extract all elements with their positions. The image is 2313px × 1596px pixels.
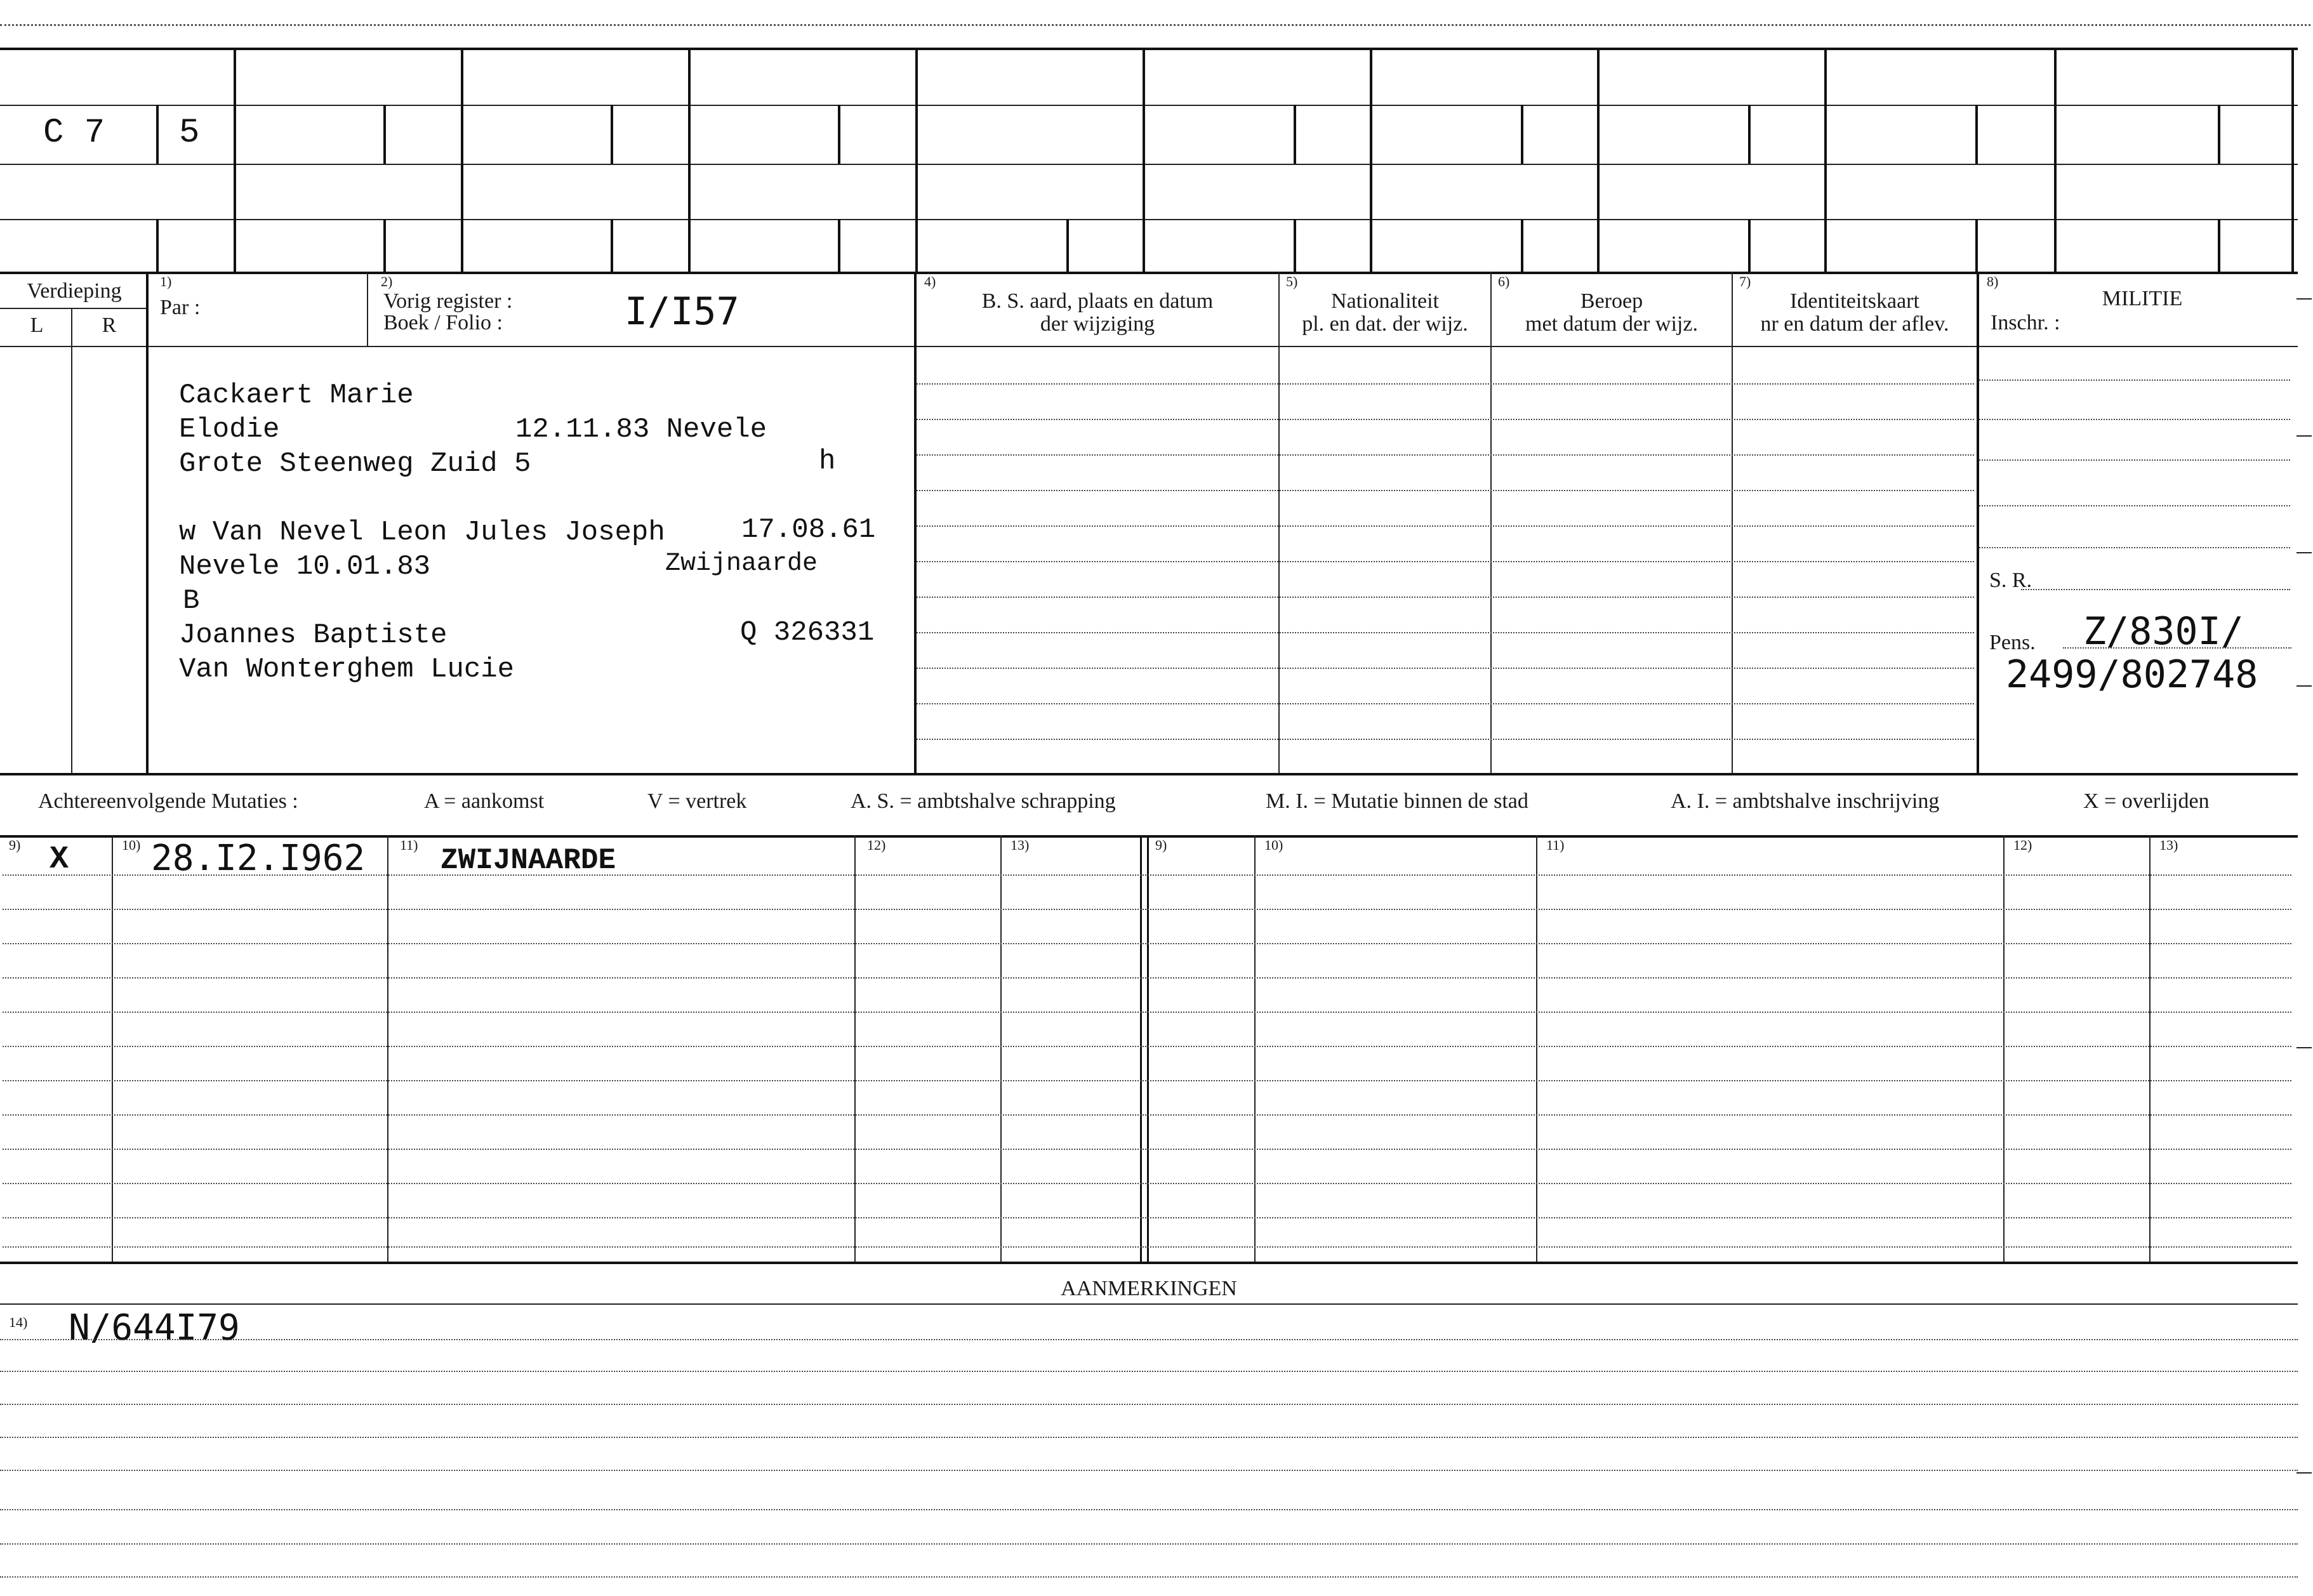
- mutation-row-line: [3, 909, 2291, 910]
- col-num-1: 1): [160, 274, 172, 289]
- mutation-col: [387, 835, 388, 1262]
- militie-row-line: [1979, 459, 2290, 461]
- header-grid-tick: [2218, 105, 2220, 164]
- mut-num-10: 10): [122, 837, 141, 853]
- entry-row-line: [917, 703, 1974, 704]
- header-grid-vline: [1597, 48, 1600, 272]
- entry-row-line: [917, 668, 1974, 669]
- boek-folio-label: Boek / Folio :: [383, 311, 503, 334]
- id-label-1: Identiteitskaart: [1790, 289, 1919, 313]
- header-grid-tick: [1294, 105, 1296, 164]
- col-divider-beroep: [1490, 272, 1492, 773]
- militie-row-line: [1979, 379, 2290, 381]
- header-grid-vline: [688, 48, 691, 272]
- person-firstname: Elodie: [179, 414, 280, 445]
- header-grid-line: [0, 105, 2298, 106]
- person-h: h: [819, 445, 836, 477]
- verdieping-l: L: [30, 313, 44, 337]
- col-divider-nat: [1278, 272, 1280, 773]
- legend-title: Achtereenvolgende Mutaties :: [38, 789, 298, 813]
- pens-value-2: 2499/802748: [2006, 652, 2258, 697]
- col-divider-id: [1732, 272, 1733, 773]
- header-grid-tick: [2218, 219, 2220, 272]
- mut-num-12b: 12): [2013, 837, 2032, 853]
- col-num-2: 2): [381, 274, 393, 289]
- remarks-title: AANMERKINGEN: [1061, 1277, 1237, 1300]
- mut-num-12: 12): [867, 837, 886, 853]
- beroep-label-2: met datum der wijz.: [1525, 312, 1698, 336]
- mutation-col: [2149, 835, 2151, 1262]
- header-grid-line: [0, 164, 2298, 165]
- header-grid-vline: [2291, 48, 2294, 272]
- mut-num-9: 9): [9, 837, 21, 853]
- mut-num-9b: 9): [1155, 837, 1167, 853]
- militie-row-line: [1979, 547, 2290, 548]
- margin-tick: [2296, 685, 2312, 687]
- header-grid-tick: [1748, 105, 1751, 164]
- mutation-row-line: [3, 1080, 2291, 1081]
- column-header-bottom: [0, 346, 2298, 347]
- entry-row-line: [917, 597, 1974, 598]
- remarks-line: [0, 1543, 2298, 1545]
- col-num-8: 8): [1987, 274, 1999, 289]
- mutation-row-line: [3, 943, 2291, 944]
- mutation-code: X: [50, 841, 69, 878]
- header-grid-tick: [1521, 219, 1523, 272]
- header-grid-tick: [838, 219, 840, 272]
- header-grid-tick: [838, 105, 840, 164]
- entry-row-line: [917, 632, 1974, 633]
- person-address: Grote Steenweg Zuid 5: [179, 448, 531, 480]
- col-divider-par: [146, 272, 149, 773]
- mutation-place: ZWIJNAARDE: [441, 844, 616, 877]
- verdieping-split: [0, 308, 146, 309]
- entry-row-line: [917, 490, 1974, 491]
- remarks-line: [0, 1470, 2298, 1471]
- margin-tick: [2296, 298, 2312, 300]
- mutation-col: [1000, 835, 1002, 1262]
- person-spouse-date: 17.08.61: [741, 514, 876, 546]
- header-grid-tick: [1748, 219, 1751, 272]
- verdieping-lr-divider: [71, 308, 72, 773]
- legend-x: X = overlijden: [2083, 789, 2210, 813]
- mutation-col: [2003, 835, 2005, 1262]
- header-grid-tick: [383, 219, 386, 272]
- col-num-5: 5): [1286, 274, 1298, 289]
- header-grid-vline: [1824, 48, 1827, 272]
- header-grid-vline: [2054, 48, 2057, 272]
- col-num-4: 4): [924, 274, 936, 289]
- person-id: Q 326331: [740, 617, 875, 649]
- header-grid-tick: [1521, 105, 1523, 164]
- entry-row-line: [917, 561, 1974, 562]
- margin-tick: [2296, 1472, 2312, 1474]
- col-num-6: 6): [1498, 274, 1510, 289]
- header-grid-tick: [383, 105, 386, 164]
- person-name: Cackaert Marie: [179, 379, 414, 411]
- remarks-line: [0, 1404, 2298, 1405]
- par-label: Par :: [160, 296, 201, 319]
- militie-label: MILITIE: [2102, 287, 2183, 310]
- nat-label-2: pl. en dat. der wijz.: [1302, 312, 1468, 336]
- remarks-line: [0, 1576, 2298, 1578]
- header-grid-tick: [156, 105, 159, 164]
- sr-line: [2021, 589, 2290, 590]
- top-edge-line: [0, 24, 2310, 26]
- person-birth: 12.11.83 Nevele: [515, 414, 767, 445]
- id-label-2: nr en datum der aflev.: [1760, 312, 1949, 336]
- nat-label-1: Nationaliteit: [1331, 289, 1439, 313]
- entry-row-line: [917, 525, 1974, 527]
- verdieping-r: R: [102, 313, 117, 337]
- sr-label: S. R.: [1989, 569, 2032, 592]
- mutation-date: 28.I2.I962: [151, 838, 366, 879]
- person-mother: Van Wonterghem Lucie: [179, 654, 515, 685]
- upper-block-bottom: [0, 773, 2298, 775]
- remarks-line: [0, 1339, 2298, 1340]
- mut-num-11: 11): [400, 837, 418, 853]
- margin-tick: [2296, 552, 2312, 553]
- header-grid-vline: [461, 48, 463, 272]
- remarks-line: [0, 1437, 2298, 1438]
- bs-label-2: der wijziging: [1040, 312, 1155, 336]
- legend-a: A = aankomst: [424, 789, 545, 813]
- legend-v: V = vertrek: [647, 789, 747, 813]
- header-grid-vline: [915, 48, 918, 272]
- inschr-label: Inschr. :: [1991, 311, 2060, 334]
- pens-label: Pens.: [1989, 631, 2036, 654]
- militie-row-line: [1979, 505, 2290, 506]
- person-marriage-place: Zwijnaarde: [665, 550, 818, 578]
- header-grid-vline: [234, 48, 236, 272]
- bs-label-1: B. S. aard, plaats en datum: [981, 289, 1214, 313]
- mut-num-10b: 10): [1264, 837, 1283, 853]
- verdieping-label: Verdieping: [27, 279, 122, 303]
- margin-tick: [2296, 1047, 2312, 1048]
- pens-value-1: Z/830I/: [2083, 609, 2244, 654]
- mutation-row-line: [3, 1114, 2291, 1116]
- margin-tick: [2296, 435, 2312, 437]
- mutation-center-divider: [1140, 835, 1149, 1262]
- remarks-header-line: [0, 1303, 2298, 1305]
- mutation-col: [854, 835, 856, 1262]
- mutation-row-line: [3, 977, 2291, 979]
- person-father: Joannes Baptiste: [179, 619, 447, 651]
- header-grid-bottom: [0, 272, 2298, 274]
- col-divider-vorig: [367, 272, 368, 346]
- remarks-value: N/644I79: [69, 1307, 240, 1349]
- header-code-2: 5: [179, 114, 200, 152]
- header-grid-tick: [611, 219, 613, 272]
- mutation-row-line: [3, 1149, 2291, 1150]
- header-grid-vline: [1370, 48, 1372, 272]
- mutation-grid-bottom: [0, 1262, 2298, 1264]
- header-grid-tick: [1975, 105, 1978, 164]
- mut-num-13b: 13): [2159, 837, 2178, 853]
- entry-row-line: [917, 419, 1974, 420]
- remarks-num: 14): [9, 1314, 28, 1330]
- mutation-col: [112, 835, 113, 1262]
- header-code-1: C 7: [43, 114, 105, 152]
- vorig-register-label: Vorig register :: [383, 289, 513, 313]
- person-b: B: [183, 585, 200, 617]
- header-grid-tick: [1975, 219, 1978, 272]
- mutation-row-line: [3, 1183, 2291, 1184]
- header-grid-tick: [611, 105, 613, 164]
- pens-line: [2063, 647, 2291, 649]
- remarks-line: [0, 1509, 2298, 1510]
- mut-num-11b: 11): [1546, 837, 1565, 853]
- col-divider-militie: [1977, 272, 1979, 773]
- entry-row-line: [917, 383, 1974, 385]
- entry-row-line: [917, 739, 1974, 740]
- mutation-col: [1254, 835, 1256, 1262]
- vorig-register-value: I/I57: [625, 289, 739, 334]
- remarks-line: [0, 1371, 2298, 1372]
- legend-mi: M. I. = Mutatie binnen de stad: [1266, 789, 1528, 813]
- person-marriage: Nevele 10.01.83: [179, 551, 431, 583]
- col-divider-bs: [914, 272, 917, 773]
- header-grid-top: [0, 48, 2298, 50]
- legend-ai: A. I. = ambtshalve inschrijving: [1671, 789, 1940, 813]
- mut-num-13: 13): [1011, 837, 1030, 853]
- mutation-row-line: [3, 1012, 2291, 1013]
- mutation-row-line: [3, 1046, 2291, 1047]
- person-spouse: w Van Nevel Leon Jules Joseph: [179, 517, 665, 548]
- entry-row-line: [917, 454, 1974, 456]
- header-grid-tick: [156, 219, 159, 272]
- beroep-label-1: Beroep: [1580, 289, 1643, 313]
- header-grid-line: [0, 219, 2298, 220]
- mutation-row-line: [3, 1246, 2291, 1248]
- mutation-row-line: [3, 1217, 2291, 1218]
- header-grid-tick: [1294, 219, 1296, 272]
- legend-as: A. S. = ambtshalve schrapping: [851, 789, 1116, 813]
- militie-row-line: [1979, 419, 2290, 420]
- mutation-col: [1536, 835, 1537, 1262]
- col-num-7: 7): [1739, 274, 1751, 289]
- header-grid-vline: [1143, 48, 1145, 272]
- header-grid-tick: [1066, 219, 1069, 272]
